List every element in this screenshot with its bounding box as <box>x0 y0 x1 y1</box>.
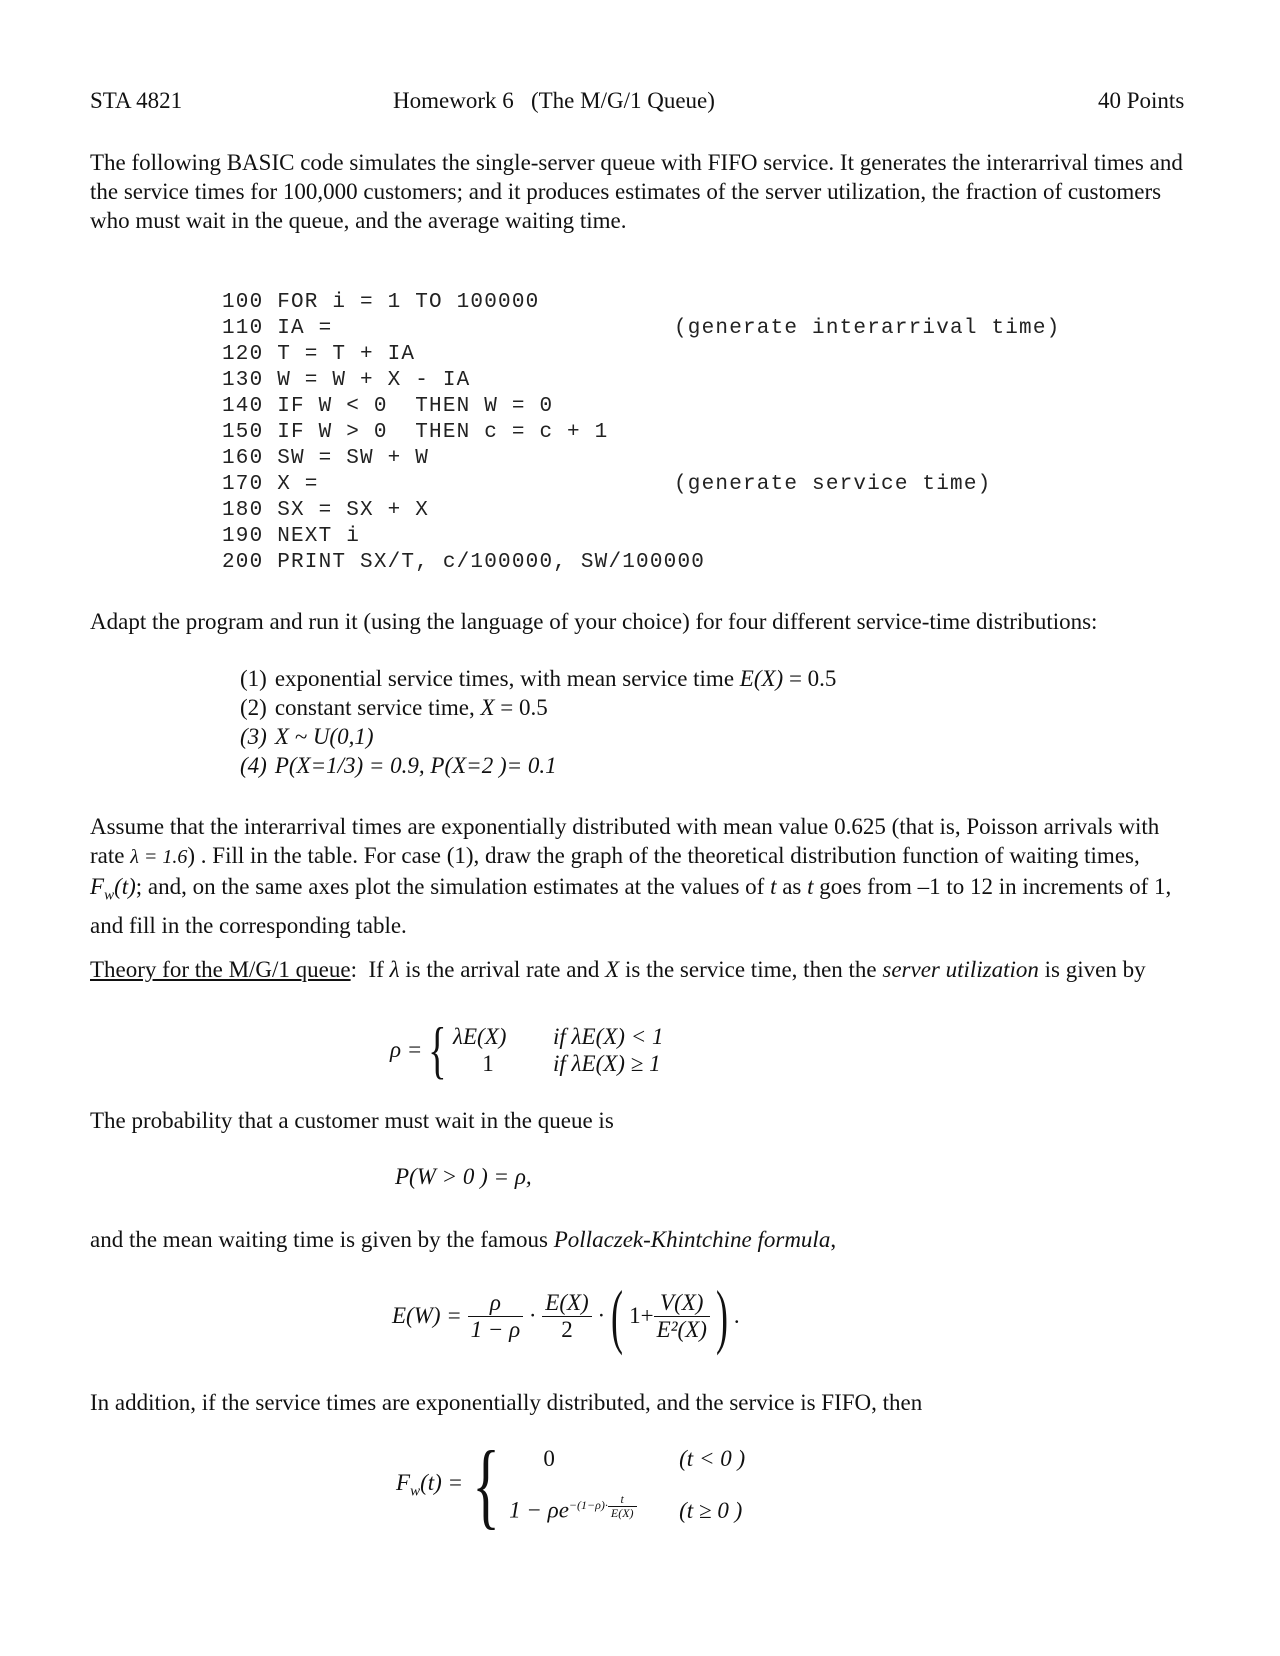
code-text: 140 IF W < 0 THEN W = 0 <box>222 395 554 418</box>
code-comment: (generate interarrival time) <box>674 317 1061 340</box>
fw-case1-value: 0 <box>543 1446 555 1471</box>
pk-f2-denominator: 2 <box>561 1316 573 1342</box>
pk-f2-numerator: E(X) <box>542 1290 591 1317</box>
header-title: Homework 6 (The M/G/1 Queue) <box>393 88 715 113</box>
pk-f3-denominator: E²(X) <box>656 1316 707 1342</box>
theory-text-1: : If <box>350 957 390 982</box>
theory-text-2: is the arrival rate and <box>399 957 606 982</box>
pk-f3-numerator: V(X) <box>654 1290 710 1317</box>
pk-f1-numerator: ρ <box>468 1290 524 1317</box>
rho-case2-value: 1 <box>482 1051 494 1076</box>
fw-eq-lhs-arg: (t) = <box>420 1469 464 1495</box>
pollaczek-khintchine-equation: E(W) = $\frac{\rho}{1 - \rho}$ · $\frac{E(X)}{2}$ ·( 1+ $\frac{V(X)}{\text{E²(X)}}$ ) . <box>392 1276 740 1356</box>
case-number: (1) <box>240 666 267 691</box>
code-line <box>222 342 1122 368</box>
case-item <box>240 693 836 722</box>
code-line <box>222 290 1122 316</box>
mean-text-1: and the mean waiting time is given by the famous <box>90 1227 554 1252</box>
case-math: E(X) <box>739 666 784 691</box>
case-math: X <box>480 695 495 720</box>
fw-case1-condition: (t < 0 ) <box>679 1446 746 1471</box>
fw-equation <box>396 1430 746 1538</box>
code-text: 160 SW = SW + W <box>222 447 430 470</box>
code-comment: (generate service time) <box>674 473 992 496</box>
case-text: exponential service times, with mean service time <box>274 666 740 691</box>
theory-paragraph <box>90 955 1190 984</box>
left-paren-icon: ( <box>611 1276 624 1356</box>
fw-exponent-fraction <box>608 1493 637 1520</box>
probability-equation: P(W > 0 ) = ρ, <box>395 1164 532 1189</box>
mean-waiting-paragraph <box>90 1225 1190 1254</box>
code-text: 180 SX = SX + X <box>222 499 430 522</box>
addition-paragraph: In addition, if the service times are exponentially distributed, and the service is FIFO, then <box>90 1390 923 1415</box>
case-text: constant service time, <box>274 695 481 720</box>
assume-text-1: Assume that the interarrival times are exponentially distributed with mean value 0.625 (that is, Poisson arrivals with rate <box>90 814 1160 868</box>
theory-text-4: is given by <box>1038 957 1146 982</box>
server-utilization-term: server utilization <box>882 957 1039 982</box>
fw-eq-lhs-sub: w <box>410 1483 421 1500</box>
code-text: 150 IF W > 0 THEN c = c + 1 <box>222 421 609 444</box>
fw-eq-lhs: F <box>396 1469 411 1495</box>
theory-lambda: λ <box>389 957 400 982</box>
pk-one-plus: 1+ <box>629 1303 654 1328</box>
header-course: STA 4821 <box>90 88 183 113</box>
case-number: (2) <box>240 695 267 720</box>
fw-exp-numerator: t <box>608 1493 637 1507</box>
left-brace-icon: { <box>472 1430 500 1538</box>
case-math: X ~ U(0,1) <box>274 724 374 749</box>
code-text: 200 PRINT SX/T, c/100000, SW/100000 <box>222 551 706 574</box>
case-number: (3) <box>240 724 267 749</box>
rho-equation <box>390 1014 664 1085</box>
code-text: 110 IA = <box>222 317 333 340</box>
left-brace-icon: { <box>428 1014 447 1085</box>
code-line <box>222 446 1122 472</box>
code-text: 190 NEXT i <box>222 525 361 548</box>
pollaczek-khintchine-term: Pollaczek-Khintchine formula <box>553 1227 831 1252</box>
code-line <box>222 368 1122 394</box>
code-line <box>222 498 1122 524</box>
rho-case1-condition: if λE(X) < 1 <box>553 1024 664 1049</box>
rho-case1-value: λE(X) <box>453 1024 507 1049</box>
right-paren-icon: ) <box>715 1276 728 1356</box>
mean-text-2: , <box>830 1227 837 1252</box>
fw-subscript: w <box>104 887 115 904</box>
assume-text-5: goes from –1 to 12 in increments of 1, and fill in the corresponding table. <box>90 874 1172 938</box>
case-item <box>240 722 836 751</box>
assume-text-2: ) . Fill in the table. For case (1), draw the graph of the theoretical distribution function of waiting times, <box>187 843 1140 868</box>
fw-argument: (t) <box>114 874 136 899</box>
case-number: (4) <box>240 753 267 778</box>
pk-fraction-3 <box>654 1290 710 1343</box>
code-line <box>222 472 1122 498</box>
fw-symbol: F <box>90 874 105 899</box>
fw-case2-exponent: −(1−ρ)· <box>568 1498 608 1512</box>
fw-case2-condition: (t ≥ 0 ) <box>679 1497 743 1523</box>
code-text: 170 X = <box>222 473 319 496</box>
t-symbol-1: t <box>770 874 777 899</box>
code-text: 120 T = T + IA <box>222 343 416 366</box>
assume-paragraph <box>90 812 1190 940</box>
theory-heading: Theory for the M/G/1 queue <box>90 957 351 982</box>
fw-exp-denominator: E(X) <box>610 1505 634 1520</box>
case-item <box>240 751 836 780</box>
distribution-cases-list <box>240 664 836 780</box>
code-line <box>222 394 1122 420</box>
case-item <box>240 664 836 693</box>
code-line <box>222 316 1122 342</box>
pk-f1-denominator: 1 − ρ <box>470 1316 521 1342</box>
code-line <box>222 524 1122 550</box>
pk-fraction-2 <box>542 1290 591 1343</box>
t-symbol-2: t <box>807 874 814 899</box>
code-text: 130 W = W + X - IA <box>222 369 471 392</box>
theory-x: X <box>605 957 620 982</box>
fw-case2-value: 1 − ρe <box>509 1497 569 1523</box>
case-tail: = 0.5 <box>783 666 837 691</box>
adapt-paragraph: Adapt the program and run it (using the language of your choice) for four different service-time distributions: <box>90 609 1098 634</box>
assume-text-4: as <box>776 874 808 899</box>
case-tail: = 0.5 <box>494 695 548 720</box>
rho-case2-condition: if λE(X) ≥ 1 <box>553 1051 661 1076</box>
rho-lhs: ρ = <box>390 1037 423 1062</box>
probability-paragraph: The probability that a customer must wait in the queue is <box>90 1108 614 1133</box>
pk-lhs: E(W) = <box>392 1303 462 1328</box>
header-points: 40 Points <box>1098 88 1185 113</box>
basic-code-block <box>222 290 1122 576</box>
pk-period: . <box>733 1303 740 1328</box>
code-text: 100 FOR i = 1 TO 100000 <box>222 291 540 314</box>
theory-text-3: is the service time, then the <box>619 957 883 982</box>
intro-paragraph: The following BASIC code simulates the single-server queue with FIFO service. It generates the interarrival times and the service times for 100,000 customers; and it produces estimates of the server utilization, the fraction of customers who must wait in the queue, and the average waiting time. <box>90 150 1183 233</box>
pk-fraction-1 <box>468 1290 524 1343</box>
code-line <box>222 550 1122 576</box>
case-math: P(X=1/3) = 0.9, P(X=2 )= 0.1 <box>274 753 557 778</box>
lambda-value: λ = 1.6 <box>130 846 188 868</box>
code-line <box>222 420 1122 446</box>
assume-text-3: ; and, on the same axes plot the simulation estimates at the values of <box>135 874 771 899</box>
